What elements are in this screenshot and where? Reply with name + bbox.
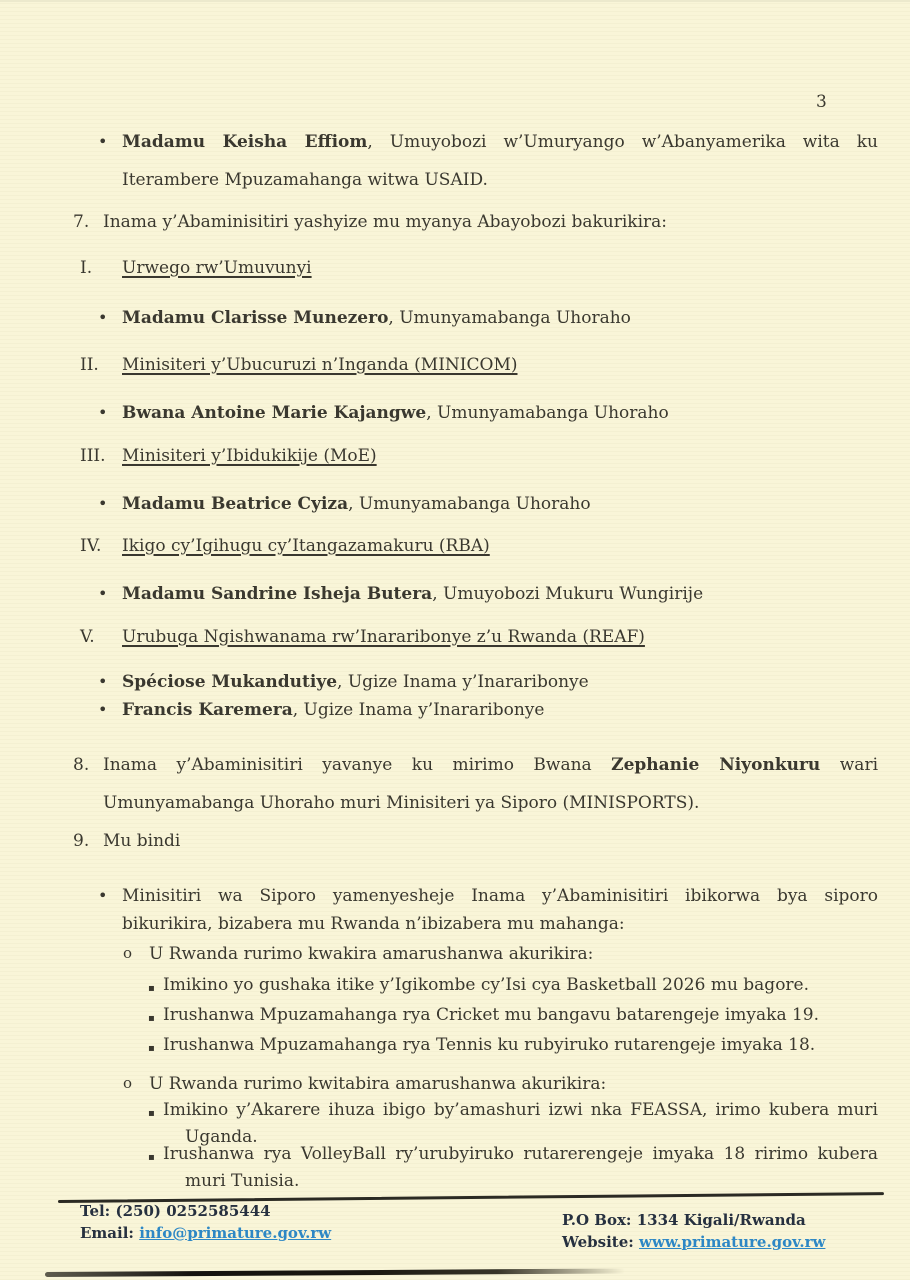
sub-list-lead-text: U Rwanda rurimo kwakira amarushanwa akurikira: — [149, 944, 594, 964]
list-item — [98, 672, 878, 692]
section-heading-row — [80, 536, 880, 556]
bullet-icon: • — [98, 308, 108, 327]
square-bullet-icon: ▪ — [148, 1013, 155, 1024]
sub-list-lead-text: U Rwanda rurimo kwitabira amarushanwa akurikira: — [149, 1074, 607, 1094]
list-item — [98, 308, 878, 328]
item-text: Mu bindi — [103, 831, 181, 851]
person-role: , Ugize Inama y’Inararibonye — [337, 672, 589, 692]
person-role: , Ugize Inama y’Inararibonye — [292, 700, 545, 720]
bullet-icon: • — [98, 584, 108, 603]
section-heading: Minisiteri y’Ubucuruzi n’Inganda (MINICOM) — [122, 355, 518, 375]
person-name: Madamu Clarisse Munezero — [122, 308, 389, 328]
item-number: 9. — [73, 831, 90, 851]
roman-numeral: III. — [80, 446, 106, 466]
person-entry — [122, 672, 878, 692]
item8-post: wari Umunyamabanga Uhoraho muri Minisiteri ya Siporo (MINISPORTS). — [103, 755, 879, 813]
sports-paragraph: Minisitiri wa Siporo yamenyesheje Inama y’Abaminisitiri ibikorwa bya siporo bikurikira, bizabera mu Rwanda n’ibizabera mu mahanga: — [122, 886, 878, 934]
list-item — [148, 972, 878, 1002]
bullet-icon: • — [98, 700, 108, 719]
circle-bullet-icon: o — [123, 944, 133, 962]
person-role: , Umuyobozi Mukuru Wungirije — [432, 584, 704, 604]
roman-numeral: II. — [80, 355, 99, 375]
section-heading: Minisiteri y’Ibidukikije (MoE) — [122, 446, 377, 466]
item-number: 7. — [73, 212, 90, 232]
person-entry — [122, 584, 878, 604]
sub-item-text: Imikino yo gushaka itike y’Igikombe cy’Isi cya Basketball 2026 mu bagore. — [163, 975, 810, 995]
list-item — [148, 1032, 878, 1062]
sub-item-text: Irushanwa Mpuzamahanga rya Cricket mu bangavu batarengeje imyaka 19. — [163, 1005, 820, 1025]
section-heading-row — [80, 627, 880, 647]
roman-numeral: IV. — [80, 536, 102, 556]
square-bullet-icon: ▪ — [148, 1152, 155, 1163]
person-name: Madamu Beatrice Cyiza — [122, 494, 349, 514]
person-name: Bwana Antoine Marie Kajangwe — [122, 403, 427, 423]
bullet-icon: • — [98, 886, 108, 905]
person-name: Madamu Sandrine Isheja Butera — [122, 584, 433, 604]
section-heading: Ikigo cy’Igihugu cy’Itangazamakuru (RBA) — [122, 536, 490, 556]
pobox-value: 1334 Kigali/Rwanda — [636, 1211, 806, 1229]
section-heading: Urubuga Ngishwanama rw’Inararibonye z’u Rwanda (REAF) — [122, 627, 645, 647]
circle-bullet-icon: o — [123, 1074, 133, 1092]
sub-list-lead — [123, 1074, 878, 1094]
tel-label: Tel: — [80, 1202, 111, 1220]
bullet-icon: • — [98, 494, 108, 513]
sub-list-lead — [123, 944, 878, 964]
person-name: Madamu Keisha Effiom — [122, 132, 368, 152]
bullet-icon: • — [98, 403, 108, 422]
numbered-item-7 — [73, 212, 878, 232]
numbered-item-9 — [73, 831, 878, 851]
square-bullet-icon: ▪ — [148, 983, 155, 994]
person-name: Francis Karemera — [122, 700, 293, 720]
website-label: Website: — [562, 1233, 634, 1251]
telephone-row — [80, 1200, 331, 1222]
person-entry — [122, 700, 878, 720]
person-role: , Umunyamabanga Uhoraho — [348, 494, 591, 514]
person-role: , Umunyamabanga Uhoraho — [426, 403, 669, 423]
list-item — [98, 700, 878, 720]
section-heading-row — [80, 258, 880, 278]
item-text — [103, 746, 878, 822]
intro-bullet-text — [122, 123, 878, 199]
person-entry — [122, 403, 878, 423]
person-name: Zephanie Niyonkuru — [611, 755, 821, 775]
square-bullet-icon: ▪ — [148, 1043, 155, 1054]
email-link[interactable]: info@primature.gov.rw — [139, 1224, 332, 1242]
section-heading: Urwego rw’Umuvunyi — [122, 258, 312, 278]
square-bullet-icon: ▪ — [148, 1108, 155, 1119]
website-link[interactable]: www.primature.gov.rw — [639, 1233, 826, 1251]
person-role: , Umuyobozi w’Umuryango w’Abanyamerika wita ku Iterambere Mpuzamahanga witwa USAID. — [122, 132, 878, 190]
footer-contact-left — [80, 1200, 331, 1244]
list-item — [98, 882, 878, 938]
item8-pre: Inama y’Abaminisitiri yavanye ku mirimo Bwana — [103, 755, 612, 775]
website-row — [562, 1231, 825, 1253]
section-heading-row — [80, 446, 880, 466]
tel-value: (250) 0252585444 — [115, 1202, 271, 1220]
roman-numeral: V. — [80, 627, 95, 647]
list-item — [148, 1141, 878, 1195]
sub-list — [148, 972, 878, 1062]
page-number: 3 — [816, 92, 828, 112]
footer-contact-right — [562, 1209, 825, 1253]
list-item — [98, 403, 878, 423]
pobox-label: P.O Box: — [562, 1211, 632, 1229]
roman-numeral: I. — [80, 258, 93, 278]
list-item — [98, 494, 878, 514]
section-heading-row — [80, 355, 880, 375]
person-name: Spéciose Mukandutiye — [122, 672, 338, 692]
list-item — [98, 123, 878, 199]
sub-item-text: Irushanwa Mpuzamahanga rya Tennis ku rubyiruko rutarengeje imyaka 18. — [163, 1035, 816, 1055]
list-item — [148, 1002, 878, 1032]
person-role: , Umunyamabanga Uhoraho — [388, 308, 631, 328]
email-label: Email: — [80, 1224, 134, 1242]
person-entry — [122, 494, 878, 514]
item-number: 8. — [73, 755, 90, 775]
email-row — [80, 1222, 331, 1244]
bullet-icon: • — [98, 672, 108, 691]
list-item — [98, 584, 878, 604]
sub-item-text: Imikino y’Akarere ihuza ibigo by’amashuri izwi nka FEASSA, irimo kubera muri Uganda. — [163, 1100, 878, 1147]
numbered-item-8 — [73, 746, 878, 822]
bullet-icon: • — [98, 132, 108, 151]
scan-edge-artifact — [45, 1268, 625, 1277]
sub-item-text: Irushanwa rya VolleyBall ry’urubyiruko rutarerengeje imyaka 18 ririmo kubera muri Tunisia. — [163, 1144, 878, 1191]
person-entry — [122, 308, 878, 328]
item-text: Inama y’Abaminisitiri yashyize mu myanya Abayobozi bakurikira: — [103, 212, 668, 232]
pobox-row — [562, 1209, 825, 1231]
